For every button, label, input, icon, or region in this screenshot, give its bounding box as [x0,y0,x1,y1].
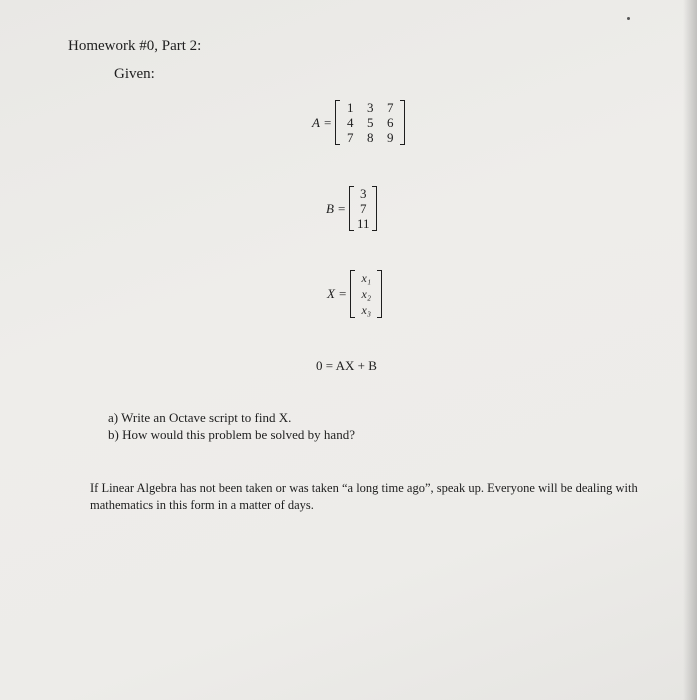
matrix-a-cell: 3 [367,100,374,115]
matrix-a-cell: 9 [387,130,394,145]
matrix-a-cell: 4 [347,115,354,130]
page-title: Homework #0, Part 2: [68,38,202,54]
main-equation: 0 = AX + B [316,358,377,373]
matrix-a-equation [312,100,405,145]
matrix-x-cell: x₂ [361,287,372,301]
ink-dot [627,17,630,20]
given-label: Given: [114,66,155,82]
question-a: a) Write an Octave script to find X. [108,410,292,425]
matrix-b-cell: 7 [360,201,367,216]
matrix-b-equals: = [337,200,346,216]
matrix-a-cell: 7 [387,100,394,115]
question-b: b) How would this problem be solved by hand? [108,427,355,442]
matrix-b-cell: 3 [360,186,367,201]
matrix-x-equation [327,270,382,318]
matrix-a-cell: 6 [387,115,394,130]
matrix-a-cell: 8 [367,130,374,145]
matrix-a-cell: 5 [367,115,374,130]
matrix-b-equation [326,186,377,231]
matrix-a-label: A [312,114,320,130]
matrix-b [349,186,377,231]
matrix-x-equals: = [338,286,347,301]
matrix-a-cell: 1 [347,100,354,115]
matrix-x-label: X [327,286,335,301]
page-edge-shadow [683,0,697,700]
matrix-x-cell: x₃ [361,303,372,317]
question-list [108,409,355,443]
matrix-a-equals: = [323,114,332,130]
matrix-b-cell: 11 [357,216,370,231]
instructions-note: If Linear Algebra has not been taken or was taken “a long time ago”, speak up. Everyone will be dealing with mathematics in this form in a matter of days. [90,481,638,512]
matrix-a [335,100,405,145]
matrix-x [350,270,382,318]
matrix-b-label: B [326,200,334,216]
matrix-a-cell: 7 [347,130,354,145]
matrix-x-cell: x₁ [361,271,372,285]
